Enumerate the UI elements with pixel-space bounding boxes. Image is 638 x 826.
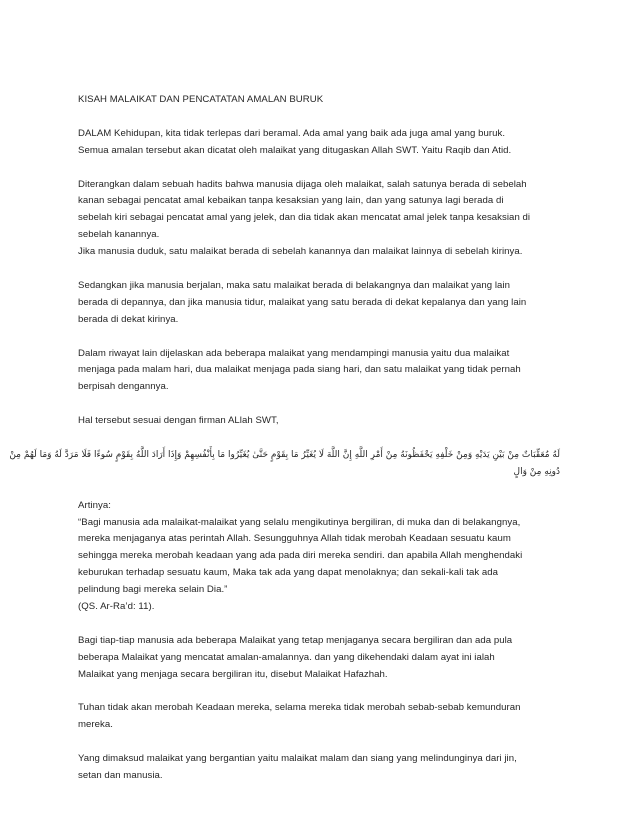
paragraph-line: Bagi tiap-tiap manusia ada beberapa Malaikat yang tetap menjaganya secara bergiliran dan ada pula (78, 634, 513, 646)
paragraph-line: berada di depannya, dan jika manusia tidur, malaikat yang satu berada di dekat kepalanya dan yang lain (78, 296, 527, 308)
paragraph-line: Sedangkan jika manusia berjalan, maka satu malaikat berada di belakangnya dan malaikat yang lain (78, 279, 510, 291)
paragraph (78, 177, 560, 262)
translation-line: mereka menjaganya atas perintah Allah. Sesungguhnya Allah tidak merobah Keadaan sesuatu kaum (78, 533, 511, 545)
paragraph-line: Semua amalan tersebut akan dicatat oleh malaikat yang ditugaskan Allah SWT. Yaitu Raqib dan Atid. (78, 144, 512, 156)
translation-line: (QS. Ar-Ra’d: 11). (78, 601, 155, 613)
translation-line: sehingga mereka merobah keadaan yang ada pada diri mereka sendiri. dan apabila Allah menghendaki (78, 550, 523, 562)
paragraph (78, 278, 560, 329)
arabic-verse (9, 447, 560, 481)
translation-heading: Artinya: (78, 499, 111, 511)
translation-block (78, 498, 560, 616)
paragraph-line: Dalam riwayat lain dijelaskan ada beberapa malaikat yang mendampingi manusia yaitu dua malaikat (78, 347, 510, 359)
paragraph-line: berpisah dengannya. (78, 381, 169, 393)
paragraph-line: Tuhan tidak akan merobah Keadaan mereka, selama mereka tidak merobah sebab-sebab kemunduran (78, 702, 521, 714)
paragraph-line: Jika manusia duduk, satu malaikat berada di sebelah kanannya dan malaikat lainnya di sebelah kirinya. (78, 246, 523, 258)
paragraph-line: Yang dimaksud malaikat yang bergantian yaitu malaikat malam dan siang yang melindunginya dari jin, (78, 753, 517, 765)
paragraph-line: beberapa Malaikat yang mencatat amalan-amalannya. dan yang dikehendaki dalam ayat ini ialah (78, 651, 495, 663)
paragraph-line: sebelah kanannya. (78, 229, 160, 241)
paragraph (78, 346, 560, 397)
translation-line: “Bagi manusia ada malaikat-malaikat yang selalu mengikutinya bergiliran, di muka dan di belakangnya, (78, 516, 521, 528)
arabic-line: دُونِهِ مِنْ وَالٍ (513, 466, 560, 477)
intro-section (78, 126, 560, 430)
translation-line: pelindung bagi mereka selain Dia.” (78, 584, 228, 596)
paragraph (78, 126, 560, 160)
paragraph (78, 751, 560, 785)
paragraph-line: mereka. (78, 719, 114, 731)
document-page (9, 92, 560, 802)
paragraph-line: kanan sebagai pencatat amal kebaikan tanpa kesaksian yang lain, dan yang satunya lagi berada di (78, 195, 504, 207)
arabic-line: لَهُ مُعَقِّبَاتٌ مِنْ بَيْنِ يَدَيْهِ وَمِنْ خَلْفِهِ يَحْفَظُونَهُ مِنْ أَمْرِ اللَّهِ إِنَّ اللَّهَ لَا يُغَيِّرُ مَا بِقَوْمٍ حَتَّىٰ يُغَيِّرُوا مَا بِأَنْفُسِهِمْ وَإِذَا أَرَادَ اللَّهُ بِقَوْمٍ سُوءًا فَلَا مَرَدَّ لَهُ وَمَا لَهُمْ مِنْ (9, 449, 560, 460)
paragraph-line: DALAM Kehidupan, kita tidak terlepas dari beramal. Ada amal yang baik ada juga amal yang buruk. (78, 127, 506, 139)
paragraph (78, 700, 560, 734)
paragraph-line: Malaikat yang menjaga secara bergiliran itu, disebut Malaikat Hafazhah. (78, 668, 388, 680)
paragraph (78, 413, 560, 430)
document-title: KISAH MALAIKAT DAN PENCATATAN AMALAN BURUK (78, 94, 324, 105)
paragraph-line: setan dan manusia. (78, 770, 163, 782)
paragraph-line: menjaga pada malam hari, dua malaikat menjaga pada siang hari, dan satu malaikat yang tidak pernah (78, 364, 521, 376)
translation-line: keburukan terhadap sesuatu kaum, Maka tak ada yang dapat menolaknya; dan sekali-kali tak ada (78, 567, 499, 579)
paragraph-line: Hal tersebut sesuai dengan firman ALlah SWT, (78, 415, 279, 427)
closing-section (78, 633, 560, 785)
paragraph-line: sebelah kiri sebagai pencatat amal yang jelek, dan dia tidak akan mencatat amal jelek tanpa kesaksian di (78, 212, 531, 224)
paragraph-line: berada di dekat kirinya. (78, 313, 179, 325)
paragraph-line: Diterangkan dalam sebuah hadits bahwa manusia dijaga oleh malaikat, salah satunya berada di sebelah (78, 178, 527, 190)
paragraph (78, 633, 560, 684)
